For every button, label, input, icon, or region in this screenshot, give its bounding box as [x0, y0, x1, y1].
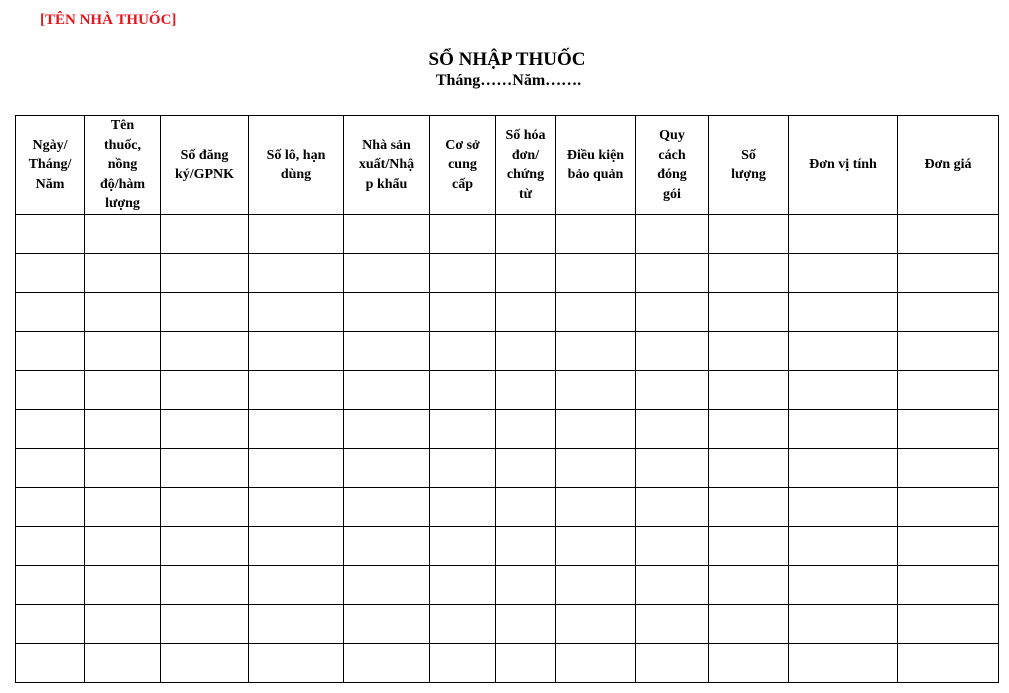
- table-cell: [636, 254, 709, 293]
- table-cell: [344, 371, 430, 410]
- table-cell: [496, 449, 556, 488]
- table-cell: [85, 605, 161, 644]
- table-cell: [85, 410, 161, 449]
- table-cell: [85, 488, 161, 527]
- table-cell: [249, 449, 344, 488]
- table-cell: [16, 449, 85, 488]
- table-cell: [556, 488, 636, 527]
- table-cell: [636, 332, 709, 371]
- table-cell: [161, 605, 249, 644]
- table-cell: [556, 449, 636, 488]
- table-cell: [16, 410, 85, 449]
- col-header-quantity: Số lượng: [709, 116, 789, 215]
- table-cell: [344, 566, 430, 605]
- table-cell: [636, 410, 709, 449]
- table-row: [16, 410, 999, 449]
- table-cell: [16, 566, 85, 605]
- table-cell: [556, 527, 636, 566]
- table-cell: [16, 644, 85, 683]
- table-cell: [636, 566, 709, 605]
- table-cell: [430, 605, 496, 644]
- table-cell: [430, 527, 496, 566]
- table-cell: [249, 566, 344, 605]
- table-cell: [636, 293, 709, 332]
- table-cell: [430, 293, 496, 332]
- table-cell: [636, 449, 709, 488]
- table-cell: [85, 215, 161, 254]
- table-cell: [496, 488, 556, 527]
- table-cell: [898, 215, 999, 254]
- table-cell: [344, 293, 430, 332]
- col-header-manufacturer-importer: Nhà sản xuất/Nhậ p khẩu: [344, 116, 430, 215]
- table-row: [16, 527, 999, 566]
- table-cell: [898, 449, 999, 488]
- table-cell: [344, 449, 430, 488]
- table-cell: [789, 254, 898, 293]
- table-cell: [85, 449, 161, 488]
- col-header-registration-number: Số đăng ký/GPNK: [161, 116, 249, 215]
- table-cell: [636, 371, 709, 410]
- table-cell: [709, 566, 789, 605]
- table-cell: [249, 371, 344, 410]
- table-cell: [161, 293, 249, 332]
- table-cell: [898, 371, 999, 410]
- table-cell: [16, 605, 85, 644]
- table-cell: [496, 293, 556, 332]
- table-cell: [85, 254, 161, 293]
- table-cell: [789, 332, 898, 371]
- table-cell: [709, 644, 789, 683]
- table-cell: [344, 488, 430, 527]
- table-row: [16, 254, 999, 293]
- table-row: [16, 566, 999, 605]
- table-cell: [496, 215, 556, 254]
- table-cell: [430, 410, 496, 449]
- table-cell: [556, 644, 636, 683]
- table-cell: [85, 566, 161, 605]
- table-cell: [496, 371, 556, 410]
- table-cell: [249, 527, 344, 566]
- table-cell: [709, 215, 789, 254]
- table-cell: [161, 644, 249, 683]
- table-cell: [789, 566, 898, 605]
- table-cell: [709, 410, 789, 449]
- table-cell: [85, 527, 161, 566]
- table-cell: [789, 371, 898, 410]
- table-cell: [789, 488, 898, 527]
- table-cell: [249, 644, 344, 683]
- table-cell: [789, 527, 898, 566]
- col-header-date: Ngày/ Tháng/ Năm: [16, 116, 85, 215]
- table-cell: [898, 566, 999, 605]
- table-cell: [556, 254, 636, 293]
- table-cell: [496, 332, 556, 371]
- table-cell: [430, 449, 496, 488]
- table-cell: [789, 293, 898, 332]
- table-cell: [898, 254, 999, 293]
- drug-import-ledger-table: [15, 115, 999, 683]
- table-cell: [430, 566, 496, 605]
- table-row: [16, 293, 999, 332]
- table-row: [16, 332, 999, 371]
- table-cell: [898, 527, 999, 566]
- table-cell: [16, 488, 85, 527]
- table-row: [16, 215, 999, 254]
- table-cell: [344, 527, 430, 566]
- table-cell: [85, 332, 161, 371]
- table-cell: [496, 254, 556, 293]
- table-cell: [344, 254, 430, 293]
- table-cell: [430, 215, 496, 254]
- table-cell: [556, 371, 636, 410]
- table-cell: [249, 293, 344, 332]
- table-cell: [789, 644, 898, 683]
- table-cell: [16, 293, 85, 332]
- table-cell: [161, 488, 249, 527]
- table-cell: [709, 293, 789, 332]
- table-cell: [16, 215, 85, 254]
- table-cell: [556, 605, 636, 644]
- table-cell: [161, 371, 249, 410]
- table-cell: [16, 371, 85, 410]
- table-cell: [430, 644, 496, 683]
- table-cell: [789, 605, 898, 644]
- col-header-supplier: Cơ sở cung cấp: [430, 116, 496, 215]
- col-header-invoice-number: Số hóa đơn/ chứng từ: [496, 116, 556, 215]
- table-cell: [161, 410, 249, 449]
- table-cell: [789, 410, 898, 449]
- title-block: [0, 49, 1009, 91]
- table-row: [16, 371, 999, 410]
- table-cell: [161, 527, 249, 566]
- table-cell: [430, 371, 496, 410]
- table-cell: [344, 644, 430, 683]
- table-cell: [161, 215, 249, 254]
- table-cell: [16, 254, 85, 293]
- table-cell: [249, 488, 344, 527]
- table-cell: [898, 293, 999, 332]
- table-cell: [344, 332, 430, 371]
- table-cell: [344, 215, 430, 254]
- table-cell: [496, 410, 556, 449]
- table-row: [16, 605, 999, 644]
- table-cell: [161, 449, 249, 488]
- table-cell: [789, 215, 898, 254]
- table-cell: [556, 332, 636, 371]
- table-cell: [16, 527, 85, 566]
- table-cell: [161, 254, 249, 293]
- table-cell: [249, 332, 344, 371]
- col-header-packaging: Quy cách đóng gói: [636, 116, 709, 215]
- document-title: SỔ NHẬP THUỐC: [428, 49, 586, 70]
- table-cell: [636, 605, 709, 644]
- table-cell: [249, 215, 344, 254]
- table-cell: [430, 254, 496, 293]
- table-cell: [161, 566, 249, 605]
- table-cell: [496, 605, 556, 644]
- col-header-unit: Đơn vị tính: [789, 116, 898, 215]
- table-cell: [636, 527, 709, 566]
- table-cell: [16, 332, 85, 371]
- table-cell: [249, 605, 344, 644]
- table-cell: [709, 488, 789, 527]
- table-cell: [636, 488, 709, 527]
- table-cell: [709, 527, 789, 566]
- table-cell: [556, 293, 636, 332]
- table-cell: [496, 566, 556, 605]
- col-header-unit-price: Đơn giá: [898, 116, 999, 215]
- table-cell: [161, 332, 249, 371]
- table-cell: [709, 371, 789, 410]
- table-cell: [898, 488, 999, 527]
- table-row: [16, 644, 999, 683]
- col-header-drug-name: Tên thuốc, nồng độ/hàm lượng: [85, 116, 161, 215]
- table-cell: [709, 605, 789, 644]
- col-header-lot-expiry: Số lô, hạn dùng: [249, 116, 344, 215]
- table-cell: [556, 410, 636, 449]
- table-cell: [898, 410, 999, 449]
- table-row: [16, 488, 999, 527]
- table-cell: [249, 410, 344, 449]
- pharmacy-name-placeholder: [TÊN NHÀ THUỐC]: [40, 12, 177, 28]
- table-cell: [898, 605, 999, 644]
- period-line: Tháng……Năm…….: [435, 72, 582, 89]
- table-cell: [898, 332, 999, 371]
- table-cell: [636, 215, 709, 254]
- table-cell: [430, 332, 496, 371]
- table-cell: [496, 644, 556, 683]
- table-cell: [636, 644, 709, 683]
- header-row: [16, 116, 999, 215]
- table-cell: [709, 449, 789, 488]
- table-cell: [556, 566, 636, 605]
- table-cell: [85, 371, 161, 410]
- table-cell: [709, 254, 789, 293]
- table-cell: [709, 332, 789, 371]
- table-row: [16, 449, 999, 488]
- table-cell: [344, 605, 430, 644]
- table-cell: [85, 293, 161, 332]
- col-header-storage-conditions: Điều kiện bảo quản: [556, 116, 636, 215]
- table-cell: [556, 215, 636, 254]
- table-cell: [898, 644, 999, 683]
- table-cell: [430, 488, 496, 527]
- ledger-body: [16, 215, 999, 683]
- table-cell: [249, 254, 344, 293]
- table-cell: [496, 527, 556, 566]
- table-cell: [344, 410, 430, 449]
- table-cell: [85, 644, 161, 683]
- table-cell: [789, 449, 898, 488]
